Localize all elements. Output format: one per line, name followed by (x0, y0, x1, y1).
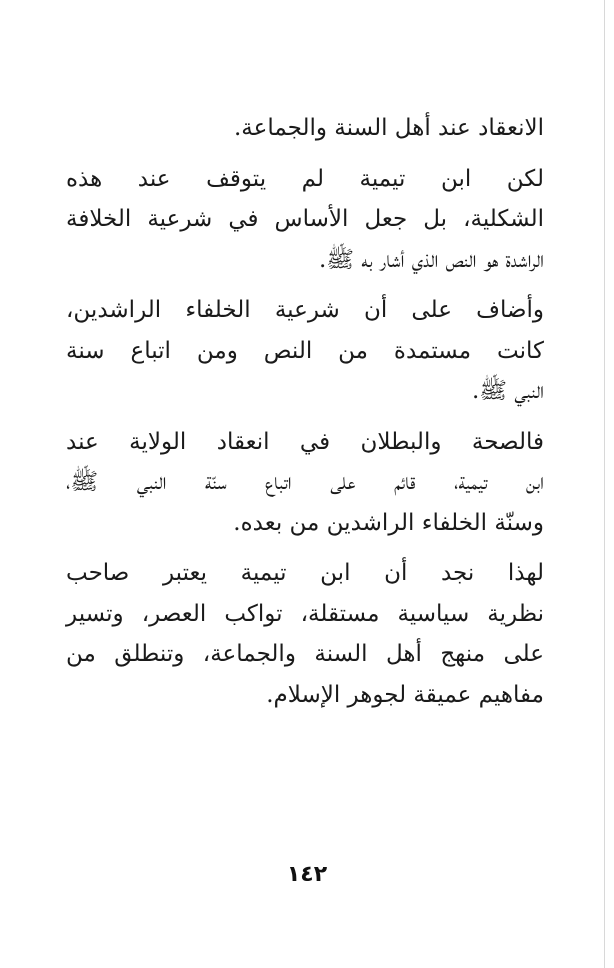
text-line: كانت مستمدة من النص ومن اتباع سنة (66, 337, 544, 364)
text-line: الانعقاد عند أهل السنة والجماعة. (233, 115, 544, 141)
paragraph (66, 553, 544, 715)
paragraph (66, 159, 544, 281)
text-line: مفاهيم عميقة لجوهر الإسلام. (266, 681, 544, 708)
body-text (66, 108, 544, 715)
text-line: الشكلية، بل جعل الأساس في شرعية الخلافة (66, 206, 544, 232)
text-line: نظرية سياسية مستقلة، تواكب العصر، وتسير (66, 600, 544, 627)
text-line: على منهج أهل السنة والجماعة، وتنطلق من (66, 641, 544, 667)
text-line: لكن ابن تيمية لم يتوقف عند هذه (66, 165, 544, 192)
paragraph (66, 290, 544, 412)
text-line: لهذا نجد أن ابن تيمية يعتبر صاحب (66, 560, 544, 586)
text-line: فالصحة والبطلان في انعقاد الولاية عند (66, 428, 544, 455)
page-edge-line (604, 0, 605, 968)
page-number: ١٤٢ (286, 862, 328, 887)
text-line: ابن تيمية، قائم على اتباع سنّة النبي ﷺ، (66, 469, 544, 495)
paragraph (66, 422, 544, 544)
text-line: النبي ﷺ. (471, 378, 544, 404)
text-line: وأضاف على أن شرعية الخلفاء الراشدين، (66, 297, 544, 323)
text-line: الراشدة هو النص الذي أشار به ﷺ. (318, 246, 544, 273)
paragraph (66, 108, 544, 149)
text-line: وسنّة الخلفاء الراشدين من بعده. (233, 509, 544, 536)
